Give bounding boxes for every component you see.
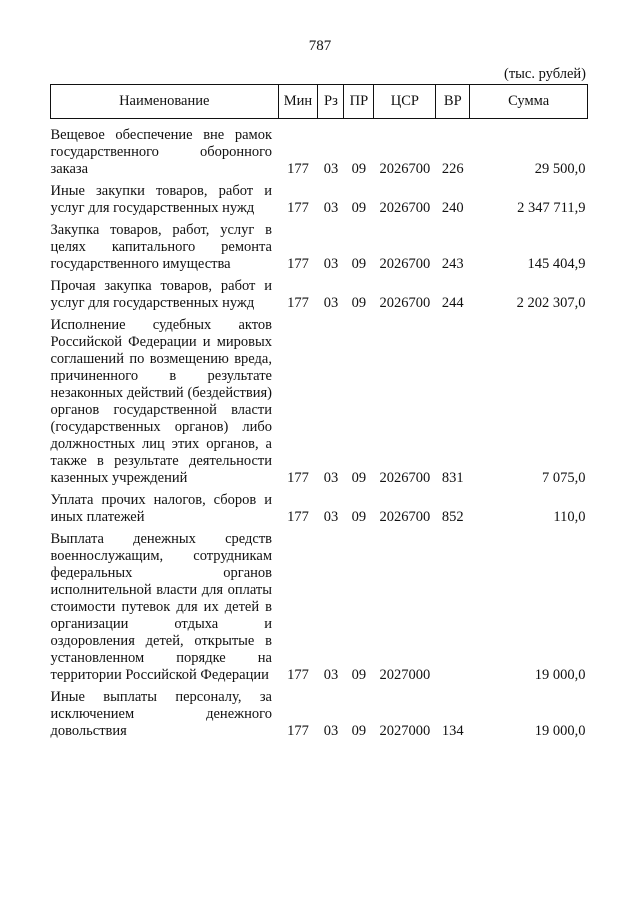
cell-rz: 03 bbox=[323, 200, 339, 216]
cell-csr: 2026700 bbox=[379, 470, 431, 486]
cell-pr: 09 bbox=[351, 161, 367, 177]
cell-vr: 243 bbox=[441, 256, 464, 272]
cell-csr: 2026700 bbox=[379, 200, 431, 216]
cell-vr: 134 bbox=[441, 723, 464, 739]
cell-rz: 03 bbox=[323, 470, 339, 486]
units-label: (тыс. рублей) bbox=[504, 66, 586, 82]
cell-name: Исполнение судебных актов Российской Федерации и мировых соглашений по возмещению вреда, причиненного в результате незаконных действий (бездействия) органов государственной власти (государственных органов) либо должностных лиц этих органов, а также в результате деятельности казенных учреждений bbox=[50, 317, 272, 486]
cell-pr: 09 bbox=[351, 723, 367, 739]
cell-rz: 03 bbox=[323, 509, 339, 525]
page-number: 787 bbox=[308, 38, 332, 54]
table-row bbox=[51, 531, 588, 689]
cell-rz: 03 bbox=[323, 723, 339, 739]
cell-rz: 03 bbox=[323, 667, 339, 683]
cell-name: Выплата денежных средств военнослужащим, сотрудникам федеральных органов исполнительной власти для оплаты стоимости путевок для их детей в организации отдыха и оздоровления детей, открытые в установленном порядке на территории Российской Федерации bbox=[50, 531, 272, 683]
cell-min: 177 bbox=[287, 723, 309, 739]
cell-pr: 09 bbox=[351, 295, 367, 311]
cell-rz: 03 bbox=[323, 256, 339, 272]
cell-min: 177 bbox=[287, 295, 309, 311]
cell-pr: 09 bbox=[351, 509, 367, 525]
table-row bbox=[51, 222, 588, 278]
cell-name: Закупка товаров, работ, услуг в целях капитального ремонта государственного имущества bbox=[50, 222, 272, 272]
header-min: Мин bbox=[278, 85, 318, 119]
cell-pr: 09 bbox=[351, 470, 367, 486]
cell-csr: 2027000 bbox=[379, 723, 431, 739]
table-row bbox=[51, 119, 588, 184]
table-row bbox=[51, 492, 588, 531]
cell-name: Уплата прочих налогов, сборов и иных платежей bbox=[50, 492, 272, 525]
cell-sum: 145 404,9 bbox=[527, 256, 586, 272]
cell-csr: 2026700 bbox=[379, 295, 431, 311]
budget-table bbox=[50, 84, 588, 745]
table-row bbox=[51, 278, 588, 317]
cell-name: Иные закупки товаров, работ и услуг для государственных нужд bbox=[50, 183, 272, 216]
cell-vr: 226 bbox=[441, 161, 464, 177]
cell-min: 177 bbox=[287, 667, 309, 683]
cell-min: 177 bbox=[287, 200, 309, 216]
cell-csr: 2026700 bbox=[379, 161, 431, 177]
header-name: Наименование bbox=[51, 85, 279, 119]
table-body bbox=[51, 119, 588, 746]
cell-sum: 7 075,0 bbox=[542, 470, 586, 486]
cell-name: Прочая закупка товаров, работ и услуг для государственных нужд bbox=[50, 278, 272, 311]
table-row bbox=[51, 689, 588, 745]
cell-sum: 19 000,0 bbox=[534, 667, 586, 683]
header-rz: Рз bbox=[318, 85, 344, 119]
cell-sum: 2 202 307,0 bbox=[516, 295, 586, 311]
table-row bbox=[51, 183, 588, 222]
header-vr: ВР bbox=[436, 85, 470, 119]
cell-vr: 831 bbox=[441, 470, 464, 486]
header-sum: Сумма bbox=[470, 85, 588, 119]
cell-vr: 852 bbox=[441, 509, 464, 525]
cell-pr: 09 bbox=[351, 667, 367, 683]
cell-rz: 03 bbox=[323, 295, 339, 311]
cell-vr: 240 bbox=[441, 200, 464, 216]
table-header bbox=[51, 85, 588, 119]
cell-min: 177 bbox=[287, 509, 309, 525]
cell-min: 177 bbox=[287, 256, 309, 272]
table-row bbox=[51, 317, 588, 492]
cell-min: 177 bbox=[287, 470, 309, 486]
cell-sum: 110,0 bbox=[553, 509, 586, 525]
cell-vr: 244 bbox=[441, 295, 464, 311]
cell-rz: 03 bbox=[323, 161, 339, 177]
cell-csr: 2026700 bbox=[379, 509, 431, 525]
cell-sum: 2 347 711,9 bbox=[517, 200, 586, 216]
cell-vr bbox=[436, 531, 470, 689]
cell-sum: 29 500,0 bbox=[534, 161, 586, 177]
cell-csr: 2026700 bbox=[379, 256, 431, 272]
cell-pr: 09 bbox=[351, 200, 367, 216]
header-csr: ЦСР bbox=[374, 85, 436, 119]
cell-csr: 2027000 bbox=[379, 667, 431, 683]
cell-name: Вещевое обеспечение вне рамок государственного оборонного заказа bbox=[50, 127, 272, 177]
cell-name: Иные выплаты персоналу, за исключением денежного довольствия bbox=[50, 689, 272, 739]
header-pr: ПР bbox=[344, 85, 374, 119]
cell-sum: 19 000,0 bbox=[534, 723, 586, 739]
cell-min: 177 bbox=[287, 161, 309, 177]
cell-pr: 09 bbox=[351, 256, 367, 272]
